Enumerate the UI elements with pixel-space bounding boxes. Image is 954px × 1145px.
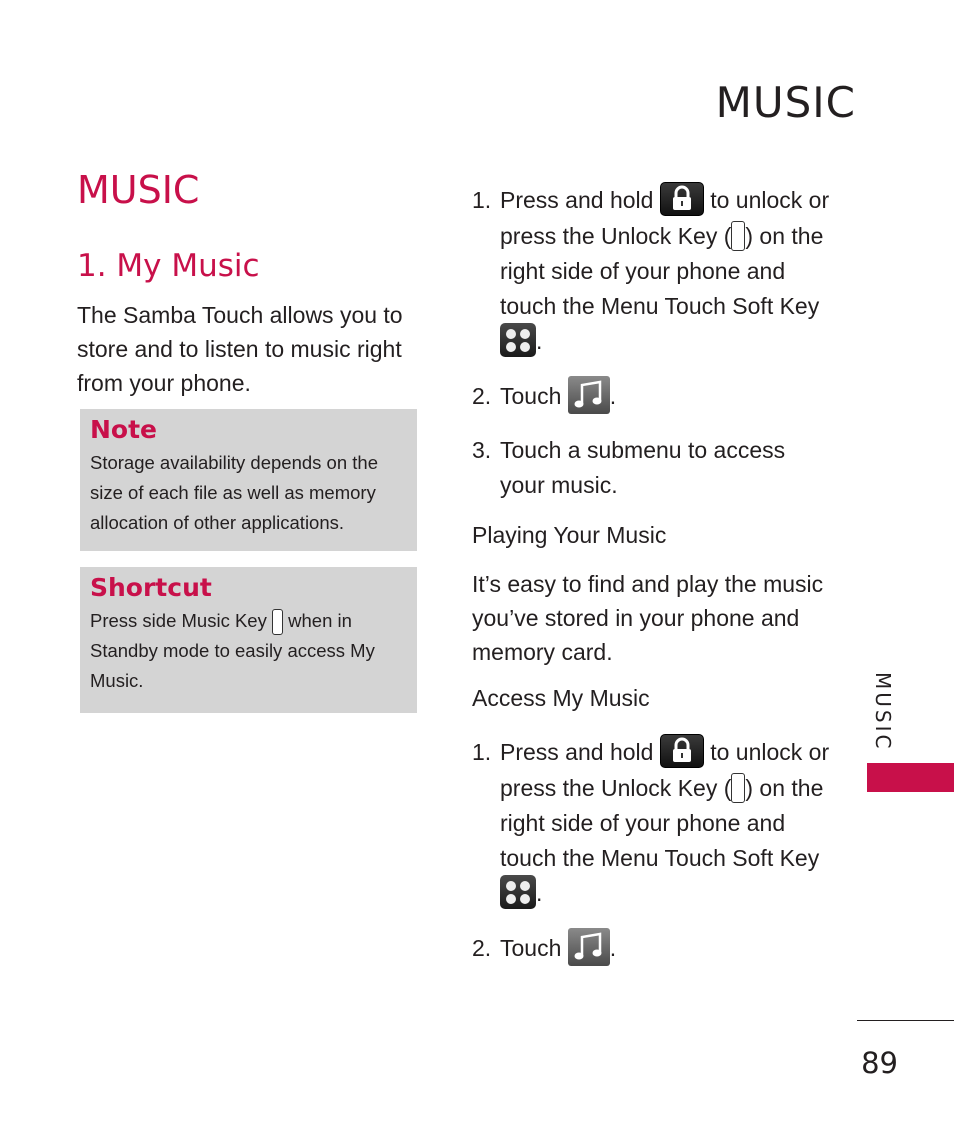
lock-icon [660, 182, 704, 216]
step-number: 1. [472, 739, 492, 765]
note-title: Note [90, 415, 158, 444]
page-number: 89 [861, 1046, 898, 1080]
step-number: 1. [472, 187, 492, 213]
step-number: 3. [472, 437, 492, 463]
step-b1 [472, 735, 832, 912]
unlock-key-icon [731, 221, 745, 251]
intro-paragraph: The Samba Touch allows you to store and to listen to music right from your phone. [77, 302, 403, 396]
step-text: Press and hold [500, 739, 654, 765]
shortcut-text [90, 606, 407, 696]
step-a3 [472, 433, 832, 503]
unlock-key-icon [731, 773, 745, 803]
step-text: Press and hold [500, 187, 654, 213]
step-number: 2. [472, 935, 492, 961]
side-tab-label: MUSIC [871, 672, 895, 752]
music-note-icon [568, 928, 610, 966]
step-text: . [536, 327, 543, 354]
step-a1 [472, 183, 832, 360]
step-text: Touch [500, 383, 562, 410]
shortcut-text-after: when in Standby mode to easily access My Music. [90, 610, 375, 691]
shortcut-title: Shortcut [90, 573, 212, 602]
music-key-icon [272, 609, 283, 635]
step-text: ) on the right side of your phone and touch the Menu Touch Soft Key [500, 222, 824, 319]
step-text: to unlock or press the Unlock Key ( [500, 739, 830, 801]
lock-icon [660, 734, 704, 768]
access-heading: Access My Music [472, 685, 650, 711]
step-text: ) on the right side of your phone and touch the Menu Touch Soft Key [500, 774, 824, 871]
step-text: . [536, 879, 543, 906]
subsection-title: 1. My Music [77, 248, 260, 284]
menu-grid-icon [500, 875, 536, 909]
menu-grid-icon [500, 323, 536, 357]
step-b2 [472, 931, 832, 969]
side-tab-marker [867, 763, 954, 792]
step-text: Touch a submenu to access your music. [500, 437, 786, 498]
playing-paragraph: It’s easy to find and play the music you’ve stored in your phone and memory card. [472, 571, 824, 665]
step-text: Touch [500, 935, 562, 962]
step-text: . [609, 383, 617, 410]
note-text: Storage availability depends on the size of each file as well as memory allocation of other applications. [90, 452, 378, 533]
music-note-icon [568, 376, 610, 414]
step-text: to unlock or press the Unlock Key ( [500, 187, 830, 249]
shortcut-box [80, 567, 417, 713]
note-box [80, 409, 417, 551]
playing-heading: Playing Your Music [472, 522, 667, 548]
step-a2 [472, 379, 832, 417]
footer-rule [857, 1020, 954, 1021]
step-number: 2. [472, 383, 492, 409]
shortcut-text-before: Press side Music Key [90, 610, 267, 631]
section-title: MUSIC [77, 168, 200, 212]
page-header-title: MUSIC [715, 78, 856, 127]
step-text: . [609, 935, 617, 962]
